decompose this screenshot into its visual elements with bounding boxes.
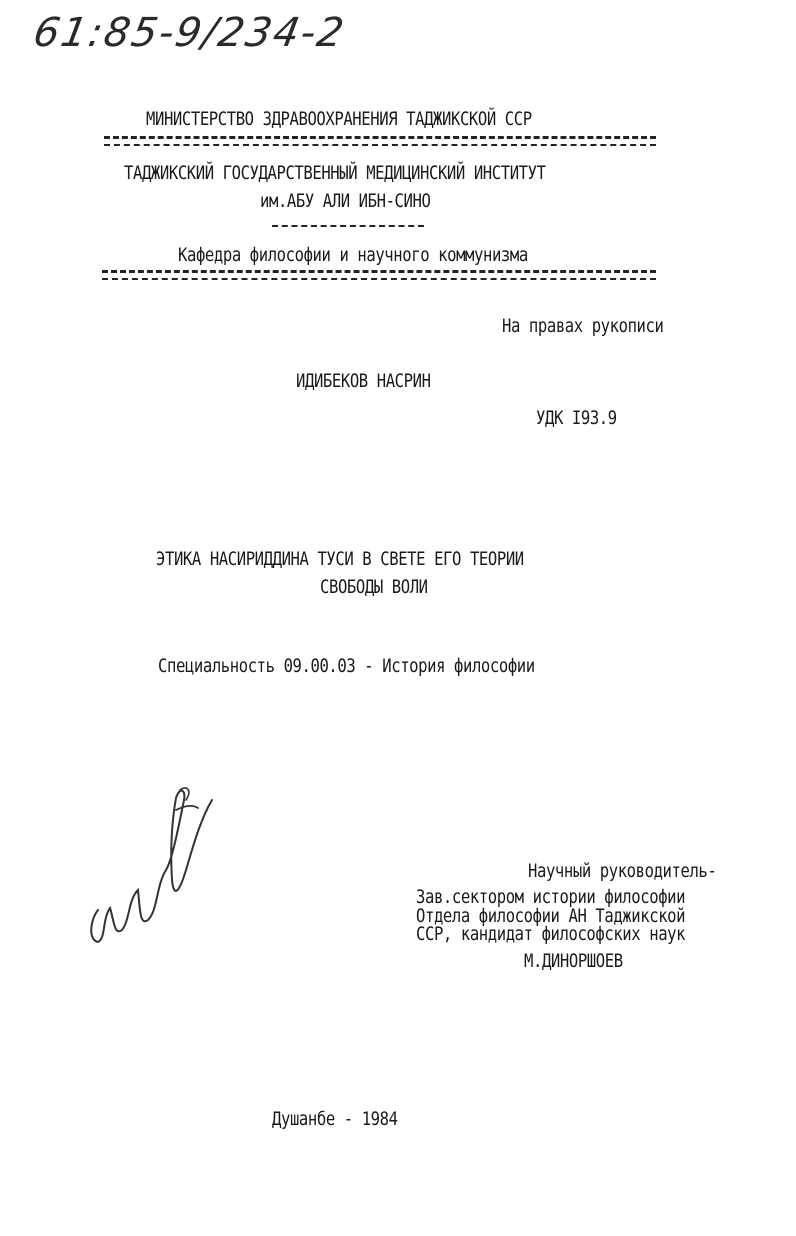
udc-code: УДК I93.9: [536, 407, 617, 429]
divider-rule: [102, 278, 656, 280]
advisor-name: М.ДИНОРШОЕВ: [524, 950, 623, 972]
department-name: Кафедра философии и научного коммунизма: [178, 244, 528, 266]
institute-eponym: им.АБУ АЛИ ИБН-СИНО: [260, 190, 431, 212]
institute-name: ТАДЖИКСКИЙ ГОСУДАРСТВЕННЫЙ МЕДИЦИНСКИЙ ИНСТИТУТ: [124, 162, 546, 184]
author-name: ИДИБЕКОВ НАСРИН: [296, 370, 431, 392]
divider-rule: [104, 144, 656, 146]
handwritten-archive-number: 61:85-9/234-2: [29, 10, 349, 56]
signature-icon: [80, 770, 230, 960]
advisor-position-line1: Зав.сектором истории философии: [416, 886, 686, 908]
city-year: Душанбе - 1984: [272, 1108, 398, 1130]
ministry-heading: МИНИСТЕРСТВО ЗДРАВООХРАНЕНИЯ ТАДЖИКСКОЙ ССР: [146, 108, 532, 130]
thesis-title-line2: СВОБОДЫ ВОЛИ: [320, 576, 428, 598]
advisor-position-line2: Отдела философии АН Таджикской: [416, 905, 686, 927]
thesis-title-line1: ЭТИКА НАСИРИДДИНА ТУСИ В СВЕТЕ ЕГО ТЕОРИИ: [156, 548, 524, 570]
divider-rule: [102, 270, 656, 273]
advisor-position-line3: ССР, кандидат философских наук: [416, 923, 686, 945]
manuscript-rights: На правах рукописи: [502, 315, 664, 337]
specialty: Специальность 09.00.03 - История философии: [158, 655, 535, 677]
advisor-label: Научный руководитель-: [528, 860, 717, 882]
divider-rule: [272, 225, 424, 227]
divider-rule: [104, 136, 656, 139]
